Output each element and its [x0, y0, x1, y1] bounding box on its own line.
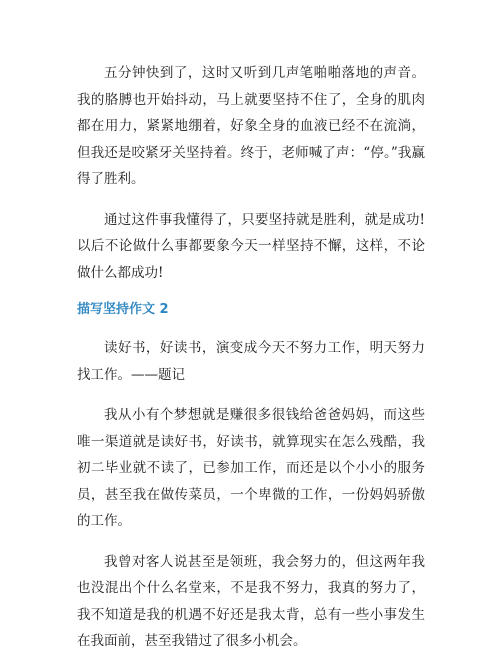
paragraph: 我从小有个梦想就是赚很多很钱给爸爸妈妈，而这些唯一渠道就是读好书，好读书，就算现实在怎么残酷，我初二毕业就不读了，已参加工作，而还是以个小小的服务员，甚至我在做传菜员，一个卑微的工作，一份妈妈骄傲的工作。	[77, 407, 425, 529]
paragraph: 读好书，好读书，演变成今天不努力工作，明天努力找工作。——题记	[77, 340, 425, 383]
paragraph: 通过这件事我懂得了，只要坚持就是胜利，就是成功!以后不论做什么事都要象今天一样坚持不懈，这样，不论做什么都成功!	[77, 211, 425, 281]
paragraph: 我曾对客人说甚至是领班，我会努力的，但这两年我也没混出个什么名堂来，不是我不努力，我真的努力了，我不知道是我的机遇不好还是我太背，总有一些小事发生在我面前，甚至我错过了很多小机会。	[77, 553, 425, 649]
paragraph: 五分钟快到了，这时又听到几声笔啪啪落地的声音。我的胳膊也开始抖动，马上就要坚持不住了，全身的肌肉都在用力，紧紧地绷着，好象全身的血液已经不在流淌，但我还是咬紧牙关坚持着。终于，老师喊了声：“停。”我赢得了胜利。	[77, 65, 425, 187]
section-heading: 描写坚持作文 2	[77, 302, 169, 317]
document-body	[77, 60, 425, 669]
